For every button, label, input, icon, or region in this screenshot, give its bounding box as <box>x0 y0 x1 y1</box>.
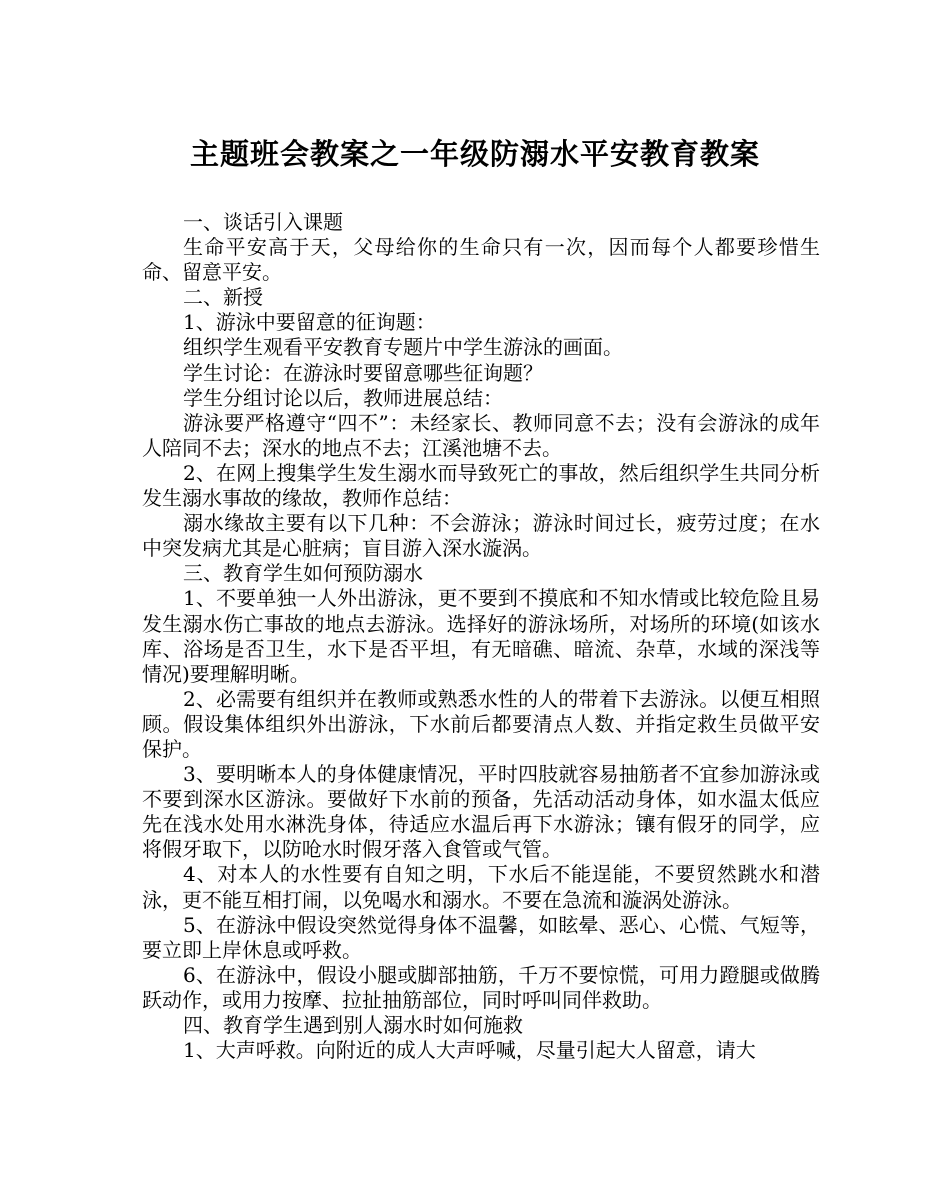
document-title: 主题班会教案之一年级防溺水平安教育教案 <box>189 137 760 171</box>
paragraph: 一、谈话引入课题 <box>183 210 343 234</box>
paragraph: 1、游泳中要留意的征询题： <box>183 310 436 335</box>
paragraph: 学生分组讨论以后，教师进展总结： <box>183 385 503 410</box>
paragraph: 2、在网上搜集学生发生溺水而导致死亡的事故，然后组织学生共同分析发生溺水事故的缘故，教师作总结： <box>142 460 820 511</box>
paragraph: 5、在游泳中假设突然觉得身体不温馨，如眩晕、恶心、心慌、气短等，要立即上岸休息或呼救。 <box>142 912 820 962</box>
paragraph: 二、新授 <box>183 285 263 310</box>
paragraph: 生命平安高于天，父母给你的生命只有一次，因而每个人都要珍惜生命、留意平安。 <box>142 235 820 285</box>
paragraph: 3、要明晰本人的身体健康情况，平时四肢就容易抽筋者不宜参加游泳或不要到深水区游泳。要做好下水前的预备，先活动活动身体，如水温太低应先在浅水处用水淋洗身体，待适应水温后再下水游泳；镶有假牙的同学，应将假牙取下，以防呛水时假牙落入食管或气管。 <box>142 762 820 862</box>
paragraph: 组织学生观看平安教育专题片中学生游泳的画面。 <box>183 335 623 360</box>
paragraph: 溺水缘故主要有以下几种：不会游泳；游泳时间过长，疲劳过度；在水中突发病尤其是心脏病；盲目游入深水漩涡。 <box>142 511 820 561</box>
paragraph: 学生讨论：在游泳时要留意哪些征询题？ <box>183 360 543 385</box>
paragraph: 6、在游泳中，假设小腿或脚部抽筋，千万不要惊慌，可用力蹬腿或做腾跃动作，或用力按摩、拉扯抽筋部位，同时呼叫同伴救助。 <box>142 962 820 1012</box>
paragraph: 2、必需要有组织并在教师或熟悉水性的人的带着下去游泳。以便互相照顾。假设集体组织外出游泳，下水前后都要清点人数、并指定救生员做平安保护。 <box>142 686 820 761</box>
paragraph: 游泳要严格遵守“四不”：未经家长、教师同意不去；没有会游泳的成年人陪同不去；深水的地点不去；江溪池塘不去。 <box>142 410 820 460</box>
paragraph: 1、不要单独一人外出游泳，更不要到不摸底和不知水情或比较危险且易发生溺水伤亡事故的地点去游泳。选择好的游泳场所，对场所的环境(如该水库、浴场是否卫生，水下是否平坦，有无暗礁、暗流、杂草，水域的深浅等情况)要理解明晰。 <box>142 586 820 686</box>
document-body <box>142 210 820 1063</box>
paragraph: 1、大声呼救。向附近的成人大声呼喊，尽量引起大人留意，请大 <box>183 1038 756 1063</box>
paragraph: 四、教育学生遇到别人溺水时如何施救 <box>183 1013 523 1037</box>
paragraph: 三、教育学生如何预防溺水 <box>183 561 423 586</box>
paragraph: 4、对本人的水性要有自知之明，下水后不能逞能，不要贸然跳水和潜泳，更不能互相打闹，以免喝水和溺水。不要在急流和漩涡处游泳。 <box>142 862 820 912</box>
